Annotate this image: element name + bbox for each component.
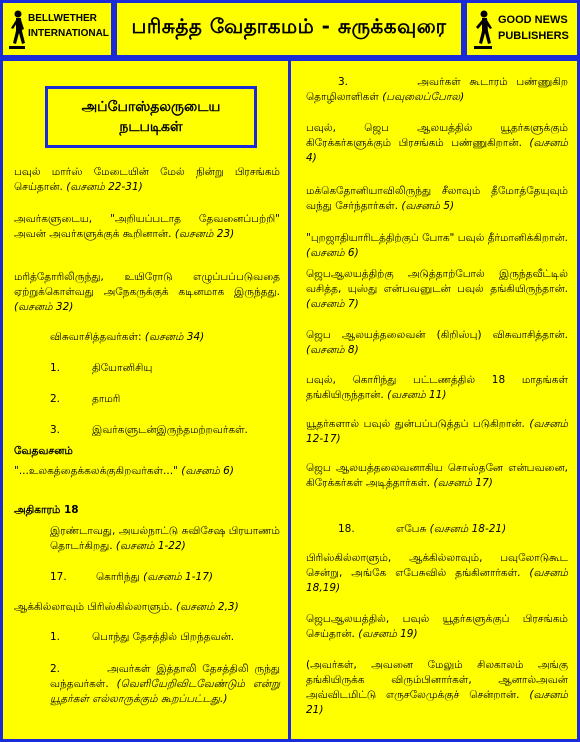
list-number: 18. (338, 523, 355, 535)
list-text: தியோனிசியு (92, 362, 153, 374)
list-text: எபேசு (396, 523, 427, 535)
paragraph-text: ஜெப ஆலயத்தலைவனாகிய சொஸ்தனே என்பவனை, கிரேக்கர்கள் அடித்தார்கள். (306, 462, 568, 489)
verse-ref: (வசனம் 21) (306, 689, 568, 716)
paragraph-text: ஜெபஆலயத்தில், பவுல் யூதர்களுக்குப் பிரசங்கம் செய்தான். (306, 613, 568, 640)
list-item (50, 392, 280, 407)
paragraph (306, 551, 568, 596)
paragraph (306, 417, 568, 447)
paragraph (306, 328, 568, 358)
verse-ref: (வசனம் 18,19) (306, 567, 568, 594)
verse-ref: (வசனம் 19) (358, 628, 418, 640)
good-news-logo (472, 9, 576, 53)
verse-ref: (வசனம் 12-17) (306, 418, 568, 445)
paragraph-text: இரண்டாவது, அயல்நாட்டு சுவிசேஷ பிரயாணம் தொடர்கிறது. (50, 525, 280, 552)
paragraph (14, 270, 280, 315)
verse-ref: (வசனம் 17) (433, 477, 493, 489)
paragraph-text: விசுவாசித்தவர்கள்: (50, 331, 142, 343)
paragraph (14, 165, 280, 195)
list-number: 2. (50, 393, 61, 405)
right-logo-line2: PUBLISHERS (498, 30, 569, 42)
verse-ref: (வசனம் 2,3) (175, 601, 239, 613)
verse-ref: (வசனம் 1-22) (115, 540, 186, 552)
list-text: இவர்களுடன்இருந்தமற்றவர்கள். (92, 424, 248, 436)
list-number: 17. (50, 571, 67, 583)
paragraph-text: பவுல், கொரிந்து பட்டணத்தில் 18 மாதங்கள் தங்கியிருந்தான். (306, 374, 568, 401)
verse-ref: (வசனம் 6) (306, 247, 359, 259)
verse-ref: (வசனம் 7) (306, 298, 359, 310)
verse-ref: (வசனம் 22-31) (66, 181, 143, 193)
left-logo-line2: INTERNATIONAL (28, 28, 109, 39)
paragraph (50, 524, 280, 554)
paragraph (306, 658, 568, 718)
verse-ref: (பவுலைப்போல) (382, 91, 465, 103)
paragraph-text: பவுல், ஜெப ஆலயத்தில் யூதர்களுக்கும் கிரேக்கர்களுக்கும் பிரசங்கம் பண்ணுகிறான். (306, 122, 568, 149)
paragraph-text: பிரிஸ்கில்லாளும், ஆக்கில்லாவும், பவுலோடுகூட சென்று, அங்கே எபேசுவில் தங்கினார்கள். (306, 552, 568, 579)
list-text: தாமரி (92, 393, 121, 405)
chapter-title-box (45, 86, 257, 148)
list-item (50, 361, 280, 376)
list-item (50, 570, 280, 585)
list-text: பொந்து தேசத்தில் பிறந்தவன். (92, 631, 235, 643)
verse-ref: (வெளியேறிவிடவேண்டும் என்று யூதர்கள் எல்லாருக்கும் கூறப்பட்டது.) (50, 678, 280, 705)
list-text: அவர்கள் கூடாரம் பண்ணுகிற தொழிலாளிகள் (306, 76, 568, 103)
paragraph (14, 464, 280, 479)
list-item (50, 423, 280, 438)
paragraph-text: "புறஜாதியாரிடத்திற்குப் போக" பவுல் தீர்மானிக்கிறான். (306, 232, 568, 244)
verse-ref: (வசனம் 4) (306, 137, 568, 164)
paragraph-text: யூதர்களால் பவுல் துன்பப்படுத்தப் படுகிறான். (306, 418, 525, 430)
verse-ref: (வசனம் 6) (181, 465, 234, 477)
list-item (50, 630, 280, 645)
paragraph-text: (அவர்கள், அவனை மேலும் சிலகாலம் அங்கு தங்கியிருக்க விரும்பினார்கள், ஆனால்அவன் அவ்விடமிட்டு எருசலேமுக்குச் சென்றான். (306, 659, 568, 701)
walking-figure-icon (8, 9, 26, 51)
left-logo-line1: BELLWETHER (28, 13, 97, 24)
list-item (338, 522, 568, 537)
paragraph-text: ஆக்கில்லாவும் பிரிஸ்கில்லாளும். (14, 601, 173, 613)
paragraph (306, 231, 568, 261)
paragraph-text: அவர்களுடைய, "அறியப்படாத தேவனைப்பற்றி" அவன் அவர்களுக்குக் கூறினான். (14, 213, 280, 240)
verse-ref: (வசனம் 5) (401, 200, 455, 212)
verse-ref: (வசனம் 32) (14, 301, 74, 313)
section-heading: வேதவசனம் (14, 445, 73, 457)
paragraph-text: பவுல் மார்ஸ் மேடையின் மேல் நின்று பிரசங்கம் செய்தான். (14, 166, 280, 193)
chapter-title-line2: நடபடிகள் (119, 119, 183, 135)
list-item (306, 75, 568, 105)
verse-ref: (வசனம் 23) (174, 228, 235, 240)
paragraph-text: ஜெப ஆலயத்தலைவன் (கிறிஸ்பு) விசுவாசித்தான். (306, 329, 568, 341)
paragraph (306, 612, 568, 642)
list-number: 3. (50, 424, 61, 436)
paragraph-text: மரித்தோரிலிருந்து, உயிரோடு எழுப்பப்படுவதை ஏற்றுக்கொள்வது அநேகருக்குக் கடினமாக இருந்தது. (14, 271, 280, 298)
verse-ref: (வசனம் 11) (387, 389, 447, 401)
list-text: கொரிந்து (96, 571, 140, 583)
verse-ref: (வசனம் 18-21) (429, 523, 507, 535)
bellwether-logo (8, 9, 108, 53)
paragraph (306, 461, 568, 491)
verse-ref: (வசனம் 8) (306, 344, 359, 356)
paragraph-text: ஜெபஆலயத்திற்கு அடுத்தாற்போல் இருந்தவீட்டில் வசித்த, யுஸ்து என்பவனுடன் பவுல் தங்கியிருந்தான். (306, 268, 568, 295)
verse-ref: (வசனம் 1-17) (143, 571, 213, 583)
paragraph (306, 121, 568, 166)
verse-ref: (வசனம் 34) (144, 331, 205, 343)
paragraph (306, 267, 568, 312)
paragraph-text: "...உலகத்தைக்கலக்குகிறவர்கள்..." (14, 465, 178, 477)
right-logo-line1: GOOD NEWS (498, 14, 568, 26)
list-number: 2. (50, 663, 61, 675)
chapter-title-line1: அப்போஸ்தலருடைய (81, 99, 221, 115)
paragraph (306, 184, 568, 214)
list-number: 1. (50, 362, 61, 374)
walking-figure-icon (472, 9, 494, 51)
paragraph (14, 212, 280, 242)
list-number: 3. (338, 76, 349, 88)
paragraph-text: மக்கெதோனியாவிலிருந்து சீலாவும் தீமோத்தேயுவும் வந்து சேர்ந்தார்கள். (306, 185, 568, 212)
list-number: 1. (50, 631, 61, 643)
page-title: பரிசுத்த வேதாகமம் - சுருக்கவுரை (131, 14, 447, 38)
list-text: அவர்கள் இத்தாலி தேசத்திலி ருந்து வந்தவர்கள். (50, 663, 280, 690)
paragraph (50, 330, 280, 345)
section-heading: அதிகாரம் 18 (14, 504, 79, 516)
paragraph (14, 600, 280, 615)
paragraph (306, 373, 568, 403)
list-item (50, 662, 280, 707)
